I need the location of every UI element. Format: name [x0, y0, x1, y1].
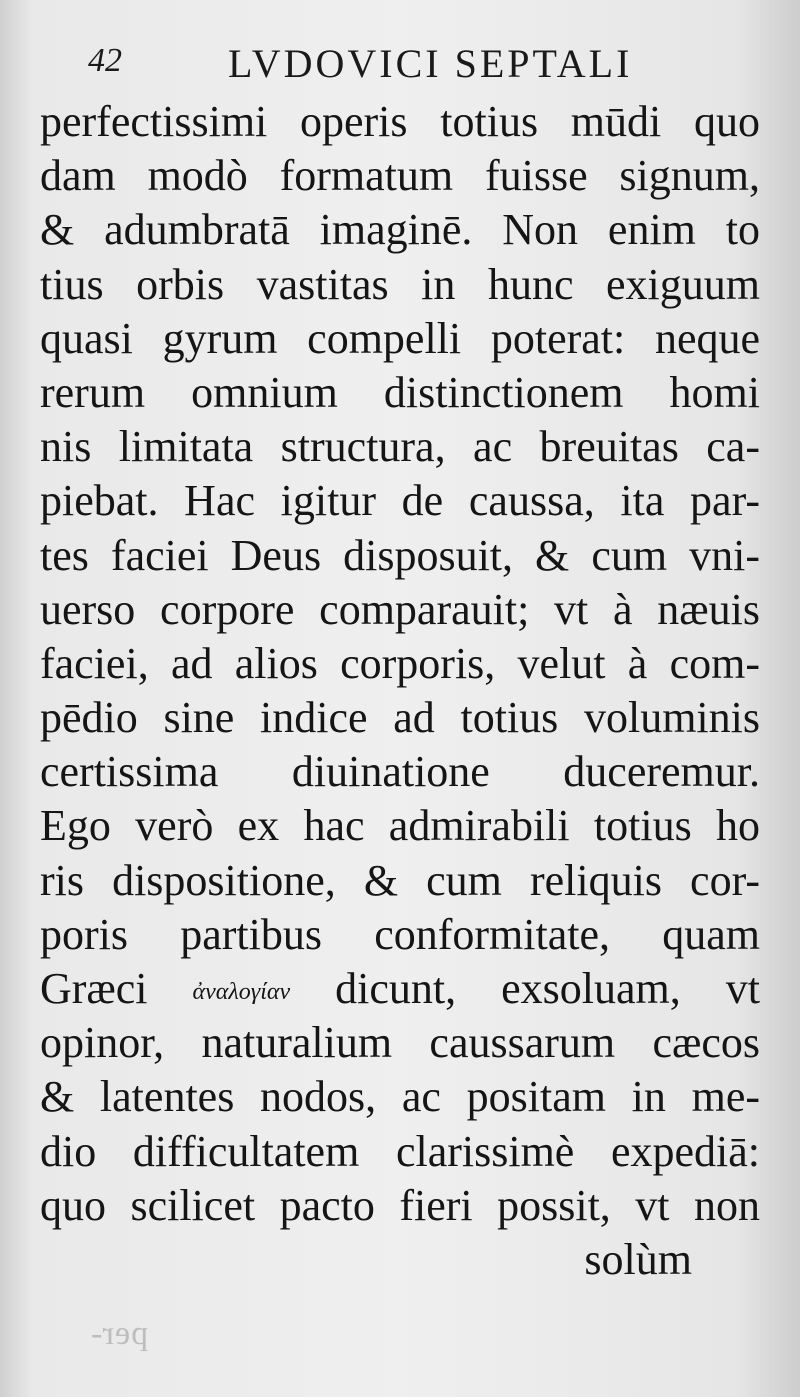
show-through-text: per- [90, 1315, 149, 1352]
text-line: dam modò formatum fuisse signum, [40, 151, 760, 201]
running-title: LVDOVICI SEPTALI [228, 41, 633, 86]
text-line: certissima diuinatione duceremur. [40, 747, 760, 797]
text-line: perfectissimi operis totius mūdi quo [40, 97, 760, 146]
text-line: uerso corpore comparauit; vt à næuis [40, 584, 760, 634]
text-line: dio difficultatem clarissimè expediā: [40, 1126, 760, 1176]
text-line: quasi gyrum compelli poterat: neque [40, 313, 760, 363]
running-head [88, 40, 688, 90]
text-line: faciei, ad alios corporis, velut à com- [40, 638, 760, 688]
text-line: & latentes nodos, ac positam in me- [40, 1072, 760, 1122]
greek-text-line [40, 962, 760, 1016]
text-line: poris partibus conformitate, quam [40, 909, 760, 959]
text-line: ris dispositione, & cum reliquis cor- [40, 855, 760, 905]
text-line: & adumbratā imaginē. Non enim to [40, 205, 760, 255]
body-text [40, 95, 760, 1287]
text-line: tius orbis vastitas in hunc exiguum [40, 259, 760, 309]
greek-word: ἀναλογίαν [192, 979, 291, 1005]
page-number: 42 [88, 42, 122, 79]
greek-line-before: Græci [40, 964, 148, 1013]
text-line: rerum omnium distinctionem homi [40, 367, 760, 417]
text-line: quo scilicet pacto fieri possit, vt non [40, 1180, 760, 1230]
text-line: pēdio sine indice ad totius voluminis [40, 693, 760, 743]
text-line: tes faciei Deus disposuit, & cum vni- [40, 530, 760, 580]
catchword: solùm [584, 1234, 692, 1284]
text-line: nis limitata structura, ac breuitas ca- [40, 422, 760, 472]
text-line: piebat. Hac igitur de caussa, ita par- [40, 476, 760, 526]
text-line: opinor, naturalium caussarum cæcos [40, 1018, 760, 1068]
text-line: Ego verò ex hac admirabili totius ho [40, 801, 760, 851]
greek-line-after: dicunt, exsoluam, vt [335, 964, 760, 1013]
